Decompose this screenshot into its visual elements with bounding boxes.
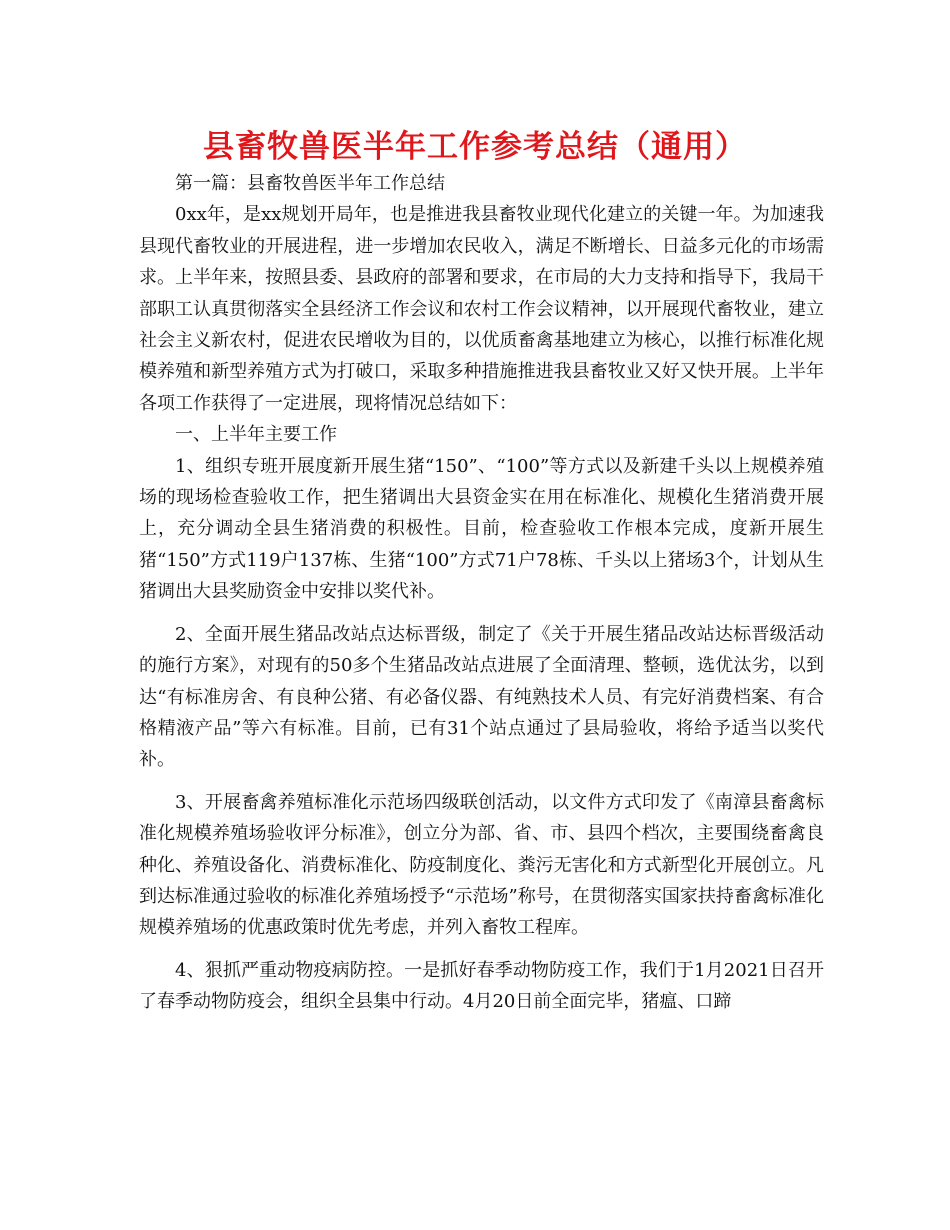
heading-main-work: 一、上半年主要工作 — [175, 424, 337, 446]
document-title: 县畜牧兽医半年工作参考总结（通用） — [203, 129, 747, 165]
paragraph-item-2: 2、全面开展生猪品改站点达标晋级，制定了《关于开展生猪品改站达标晋级活动的施行方案》，对现有的50多个生猪品改站点进展了全面清理、整顿，选优汰劣，以到达“有标准房舍、有良种公猪、有必备仪器、有纯熟技术人员、有完好消费档案、有合格精液产品”等六有标准。目前，已有31个站点通过了县局验收，将给予适当以奖代补。 — [139, 623, 824, 771]
paragraph-item-4: 4、狠抓严重动物疫病防控。一是抓好春季动物防疫工作，我们于1月2021日召开了春季动物防疫会，组织全县集中行动。4月20日前全面完毕，猪瘟、口蹄 — [139, 959, 824, 1013]
document-body — [139, 168, 824, 1018]
paragraph-item-3: 3、开展畜禽养殖标准化示范场四级联创活动，以文件方式印发了《南漳县畜禽标准化规模养殖场验收评分标准》，创立分为部、省、市、县四个档次，主要围绕畜禽良种化、养殖设备化、消费标准化、防疫制度化、粪污无害化和方式新型化开展创立。凡到达标准通过验收的标准化养殖场授予“示范场”称号，在贯彻落实国家扶持畜禽标准化规模养殖场的优惠政策时优先考虑，并列入畜牧工程库。 — [139, 791, 824, 939]
paragraph-intro: 0xx年，是xx规划开局年，也是推进我县畜牧业现代化建立的关键一年。为加速我县现代畜牧业的开展进程，进一步增加农民收入，满足不断增长、日益多元化的市场需求。上半年来，按照县委、县政府的部署和要求，在市局的大力支持和指导下，我局干部职工认真贯彻落实全县经济工作会议和农村工作会议精神，以开展现代畜牧业，建立社会主义新农村，促进农民增收为目的，以优质畜禽基地建立为核心，以推行标准化规模养殖和新型养殖方式为打破口，采取多种措施推进我县畜牧业又好又快开展。上半年各项工作获得了一定进展，现将情况总结如下： — [139, 204, 824, 414]
section-heading: 第一篇：县畜牧兽医半年工作总结 — [175, 173, 445, 194]
paragraph-item-1: 1、组织专班开展度新开展生猪“150”、“100”等方式以及新建千头以上规模养殖场的现场检查验收工作，把生猪调出大县资金实在用在标准化、规模化生猪消费开展上，充分调动全县生猪消费的积极性。目前，检查验收工作根本完成，度新开展生猪“150”方式119户137栋、生猪“100”方式71户78栋、千头以上猪场3个，计划从生猪调出大县奖励资金中安排以奖代补。 — [139, 455, 824, 603]
